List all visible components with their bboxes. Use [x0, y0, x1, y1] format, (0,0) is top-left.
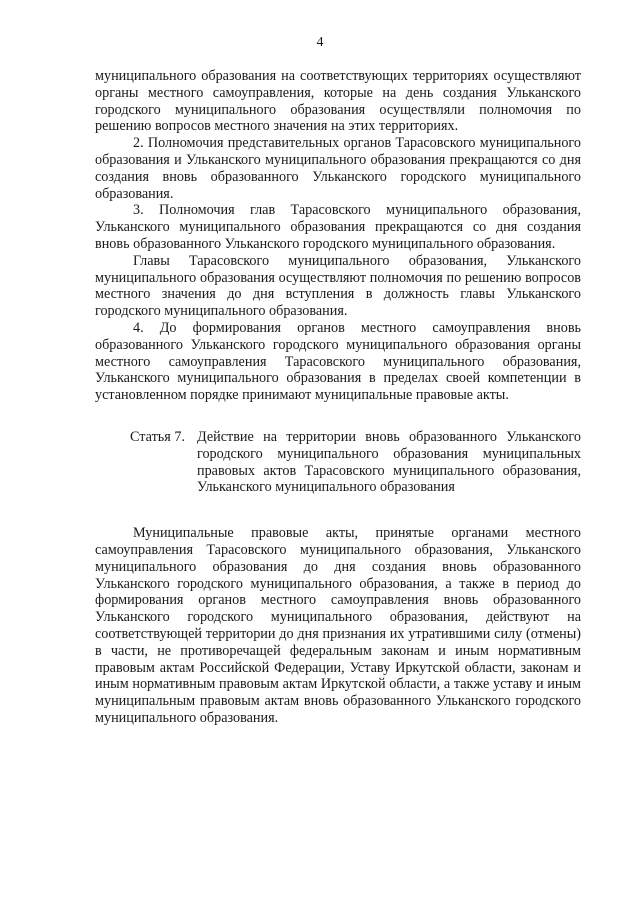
- article-title-text: Действие на территории вновь образованного Ульканского городского муниципального образования муниципальных правовых актов Тарасовского муниципального образования, Ульканского муниципального образования: [197, 428, 581, 496]
- paragraph-continuation: муниципального образования на соответствующих территориях осуществляют органы местного самоуправления, которые на день создания Ульканского городского муниципального образования осуществляли полномочия по решению вопросов местного значения на этих территориях.: [95, 68, 581, 135]
- article-title: [130, 429, 581, 496]
- document-body: [95, 68, 581, 727]
- paragraph-article-7-body: Муниципальные правовые акты, принятые органами местного самоуправления Тарасовского муниципального образования, Ульканского муниципального образования до дня создания вновь образованного Ульканского городского муниципального образования, а также в период до формирования органов местного самоуправления вновь образованного Ульканского городского муниципального образования, действуют на соответствующей территории до дня признания их утратившими силу (отмены) в части, не противоречащей федеральным законам и иным нормативным правовым актам Российской Федерации, Уставу Иркутской области, законам и иным нормативным правовым актам Иркутской области, а также уставу и иным муниципальным правовым актам вновь образованного Ульканского городского муниципального образования.: [95, 525, 581, 726]
- section-spacer: [95, 496, 581, 525]
- article-heading: [95, 429, 581, 496]
- article-label: Статья 7.: [130, 428, 185, 445]
- section-spacer: [95, 404, 581, 429]
- page-number: 4: [316, 35, 324, 50]
- paragraph-clause-2: 2. Полномочия представительных органов Тарасовского муниципального образования и Ульканского муниципального образования прекращаются со дня создания вновь образованного Ульканского городского муниципального образования.: [95, 135, 581, 202]
- paragraph-heads-authority: Главы Тарасовского муниципального образования, Ульканского муниципального образования осуществляют полномочия по решению вопросов местного значения до дня вступления в должность главы Ульканского городского муниципального образования.: [95, 252, 581, 320]
- paragraph-clause-4: 4. До формирования органов местного самоуправления вновь образованного Ульканского городского муниципального образования органы местного самоуправления Тарасовского муниципального образования, Ульканского муниципального образования в пределах своей компетенции в установленном порядке принимают муниципальные правовые акты.: [95, 319, 581, 404]
- paragraph-clause-3: 3. Полномочия глав Тарасовского муниципального образования, Ульканского муниципального образования прекращаются со дня создания вновь образованного Ульканского городского муниципального образования.: [95, 202, 581, 252]
